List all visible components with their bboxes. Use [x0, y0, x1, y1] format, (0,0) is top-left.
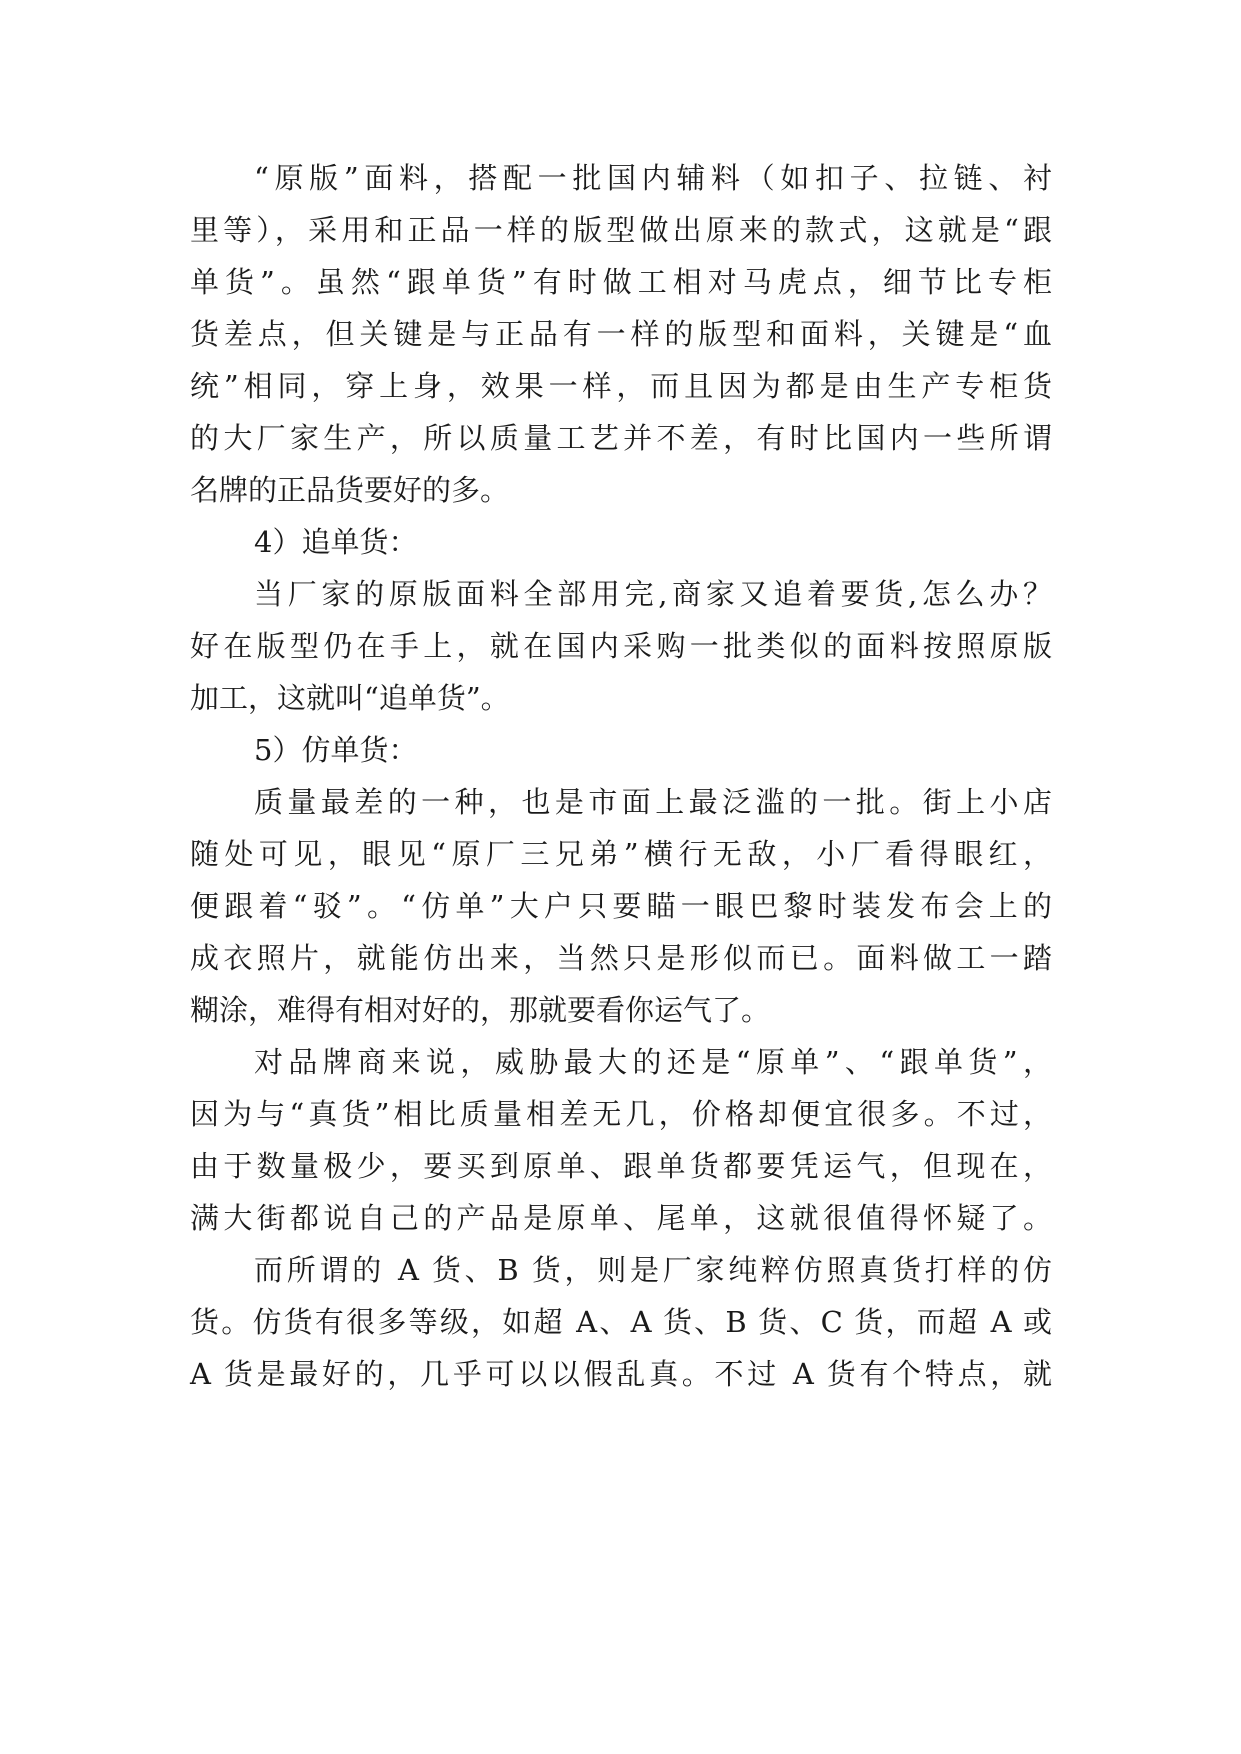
- text-line: 好在版型仍在手上，就在国内采购一批类似的面料按照原版: [190, 629, 1052, 663]
- text-line: 成衣照片，就能仿出来，当然只是形似而已。面料做工一踏: [190, 941, 1052, 975]
- text-line: 而所谓的 A 货、B 货，则是厂家纯粹仿照真货打样的仿: [254, 1253, 1052, 1287]
- text-line: 的大厂家生产，所以质量工艺并不差，有时比国内一些所谓: [190, 421, 1052, 455]
- text-line: 货差点，但关键是与正品有一样的版型和面料，关键是“血: [190, 317, 1052, 351]
- text-line: 统”相同，穿上身，效果一样，而且因为都是由生产专柜货: [190, 369, 1052, 403]
- text-line: A 货是最好的，几乎可以以假乱真。不过 A 货有个特点，就: [190, 1357, 1052, 1391]
- text-line: 便跟着“驳”。“仿单”大户只要瞄一眼巴黎时装发布会上的: [190, 889, 1052, 923]
- text-line: 质量最差的一种，也是市面上最泛滥的一批。街上小店: [254, 785, 1052, 819]
- text-line: 因为与“真货”相比质量相差无几，价格却便宜很多。不过，: [190, 1097, 1052, 1131]
- text-line: 当厂家的原版面料全部用完,商家又追着要货,怎么办？: [254, 577, 1052, 611]
- text-line: “原版”面料，搭配一批国内辅料（如扣子、拉链、衬: [254, 161, 1052, 195]
- text-line: 里等），采用和正品一样的版型做出原来的款式，这就是“跟: [190, 213, 1052, 247]
- text-line: 糊涂，难得有相对好的，那就要看你运气了。: [190, 993, 771, 1027]
- text-line: 对品牌商来说，威胁最大的还是“原单”、“跟单货”，: [254, 1045, 1052, 1079]
- text-line: 单货”。虽然“跟单货”有时做工相对马虎点，细节比专柜: [190, 265, 1052, 299]
- text-line: 满大街都说自己的产品是原单、尾单，这就很值得怀疑了。: [190, 1201, 1052, 1235]
- section-heading: 4）追单货：: [254, 525, 418, 559]
- text-line: 名牌的正品货要好的多。: [190, 473, 510, 507]
- text-line: 由于数量极少，要买到原单、跟单货都要凭运气，但现在，: [190, 1149, 1052, 1183]
- text-line: 加工，这就叫“追单货”。: [190, 681, 510, 715]
- text-line: 货。仿货有很多等级，如超 A、A 货、B 货、C 货，而超 A 或: [190, 1305, 1052, 1339]
- section-heading: 5）仿单货：: [254, 733, 418, 767]
- text-line: 随处可见，眼见“原厂三兄弟”横行无敌，小厂看得眼红，: [190, 837, 1052, 871]
